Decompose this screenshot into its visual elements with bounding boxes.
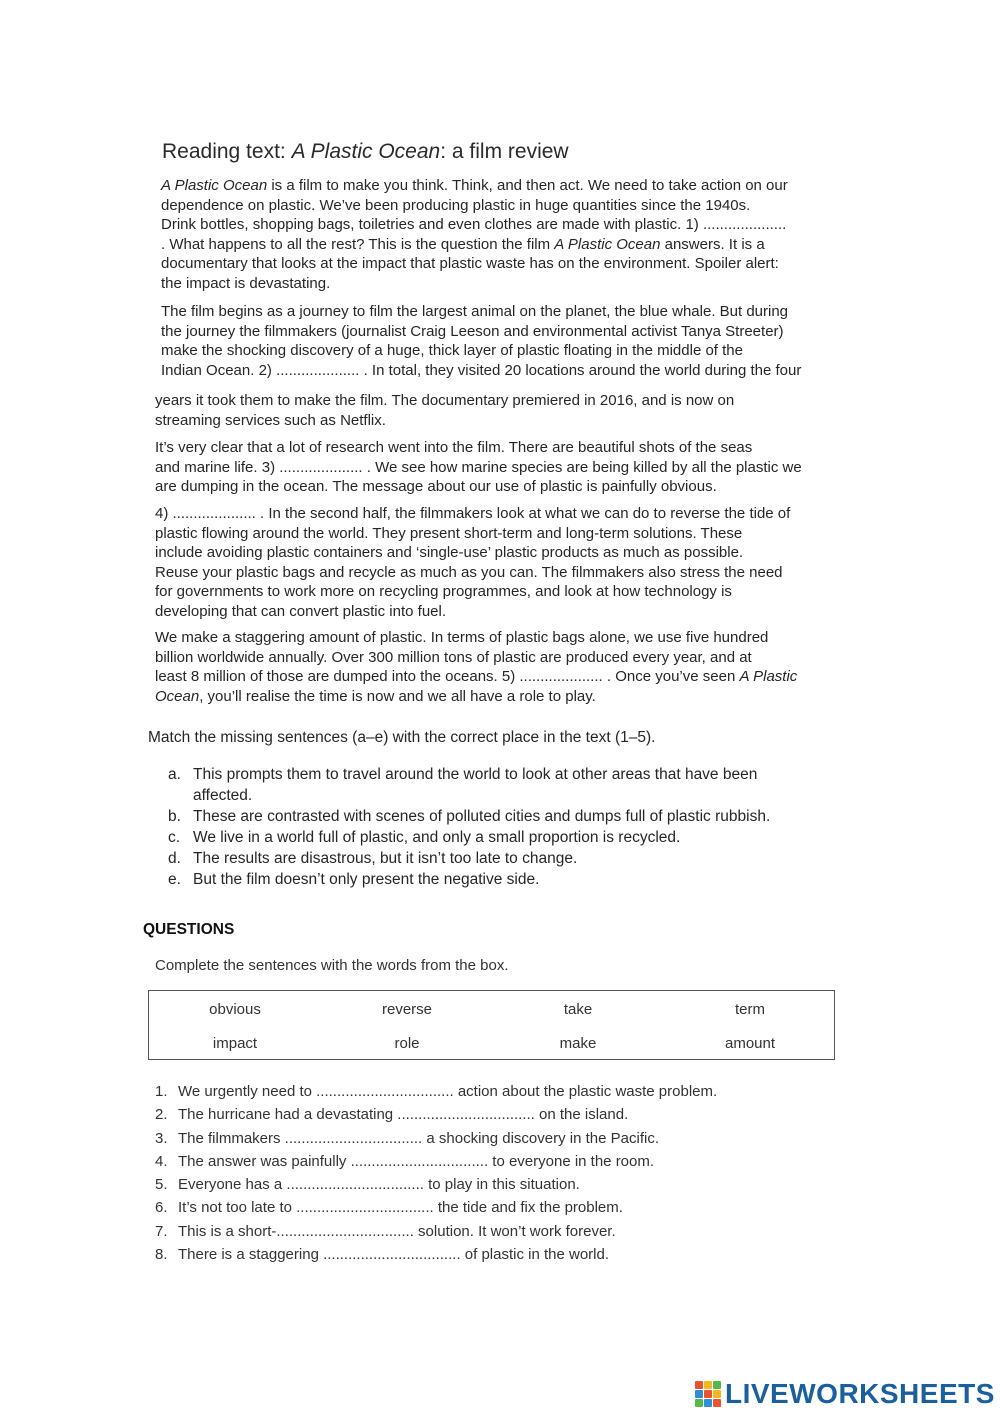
match-instruction: Match the missing sentences (a–e) with the correct place in the text (1–5). <box>148 729 656 746</box>
text-line: years it took them to make the film. The documentary premiered in 2016, and is now on <box>155 392 735 409</box>
title-film-name: A Plastic Ocean <box>291 140 441 163</box>
logo-block <box>713 1390 721 1398</box>
question-item: 5. Everyone has a ................................. to play in this situation. <box>155 1176 580 1194</box>
word-item: amount <box>724 1035 776 1052</box>
text-line: the impact is devastating. <box>161 274 331 292</box>
match-options <box>168 764 770 890</box>
logo-block <box>704 1381 712 1389</box>
questions-heading: QUESTIONS <box>143 921 235 938</box>
logo-text: LIVEWORKSHEETS <box>725 1378 995 1409</box>
option-item: a. This prompts them to travel around the world to look at other areas that have been <box>168 766 758 783</box>
text-line: The film begins as a journey to film the largest animal on the planet, the blue whale. But during <box>161 303 789 320</box>
question-list <box>155 1080 717 1266</box>
option-item: d. The results are disastrous, but it isn’t too late to change. <box>168 850 578 867</box>
question-item: 7. This is a short-................................. solution. It won’t work forever. <box>155 1222 616 1240</box>
text-line: the journey the filmmakers (journalist Craig Leeson and environmental activist Tanya Streeter) <box>161 322 784 340</box>
question-item: 4. The answer was painfully ................................. to everyone in the room. <box>155 1152 655 1170</box>
logo-blocks-icon <box>695 1379 723 1409</box>
logo-block <box>713 1399 721 1407</box>
text-line: make the shocking discovery of a huge, thick layer of plastic floating in the middle of the <box>161 342 743 359</box>
text-line: We make a staggering amount of plastic. In terms of plastic bags alone, we use five hundred <box>155 629 769 646</box>
word-item: make <box>559 1035 597 1052</box>
logo-block <box>713 1381 721 1389</box>
paragraph-2-continued <box>155 391 734 430</box>
text-line: are dumping in the ocean. The message about our use of plastic is painfully obvious. <box>155 478 717 495</box>
word-item: take <box>563 1001 593 1018</box>
text-line: 4) .................... . In the second half, the filmmakers look at what we can do to reverse the tide of <box>155 505 791 522</box>
text-line: dependence on plastic. We’ve been producing plastic in huge quantities since the 1940s. <box>161 196 751 214</box>
paragraph-4 <box>155 504 790 621</box>
word-item: role <box>394 1035 420 1052</box>
text-line: Ocean, you’ll realise the time is now and we all have a role to play. <box>155 687 596 705</box>
text-line: developing that can convert plastic into fuel. <box>155 602 447 620</box>
word-box <box>148 990 835 1060</box>
word-item: obvious <box>209 1001 261 1018</box>
text-line: A Plastic Ocean is a film to make you think. Think, and then act. We need to take action on our <box>161 177 788 194</box>
reading-title: Reading text: A Plastic Ocean: a film review <box>162 140 569 163</box>
question-item: 3. The filmmakers ................................. a shocking discovery in the Pacific. <box>155 1129 659 1147</box>
word-item: impact <box>212 1035 258 1052</box>
word-item: reverse <box>381 1001 433 1018</box>
option-item: b. These are contrasted with scenes of polluted cities and dumps full of plastic rubbish. <box>168 808 771 825</box>
word-item: term <box>735 1001 765 1018</box>
text-line: plastic flowing around the world. They present short-term and long-term solutions. These <box>155 524 743 542</box>
text-line: It’s very clear that a lot of research went into the film. There are beautiful shots of the seas <box>155 439 753 456</box>
questions-instruction: Complete the sentences with the words from the box. <box>155 957 509 974</box>
logo-block <box>704 1399 712 1407</box>
logo-block <box>695 1399 703 1407</box>
text-line: billion worldwide annually. Over 300 million tons of plastic are produced every year, and at <box>155 648 752 666</box>
text-line: and marine life. 3) .................... . We see how marine species are being killed by all the plastic we <box>155 458 802 476</box>
text-line: Reuse your plastic bags and recycle as much as you can. The filmmakers also stress the need <box>155 563 783 581</box>
question-item: 1. We urgently need to ................................. action about the plastic waste problem. <box>155 1083 718 1100</box>
question-item: 6. It’s not too late to ................................. the tide and fix the problem. <box>155 1199 623 1217</box>
option-item: affected. <box>193 787 253 804</box>
question-item: 2. The hurricane had a devastating ................................. on the island. <box>155 1106 629 1124</box>
text-line: for governments to work more on recycling programmes, and look at how technology is <box>155 583 732 600</box>
logo-block <box>695 1381 703 1389</box>
paragraph-2 <box>161 302 801 380</box>
question-item: 8. There is a staggering ................................. of plastic in the world. <box>155 1246 610 1264</box>
text-line: Drink bottles, shopping bags, toiletries and even clothes are made with plastic. 1) .................... <box>161 216 787 233</box>
paragraph-1 <box>161 176 788 293</box>
logo-block <box>695 1390 703 1398</box>
paragraph-3 <box>155 438 802 497</box>
text-line: streaming services such as Netflix. <box>155 411 386 429</box>
text-line: include avoiding plastic containers and ‘single-use’ plastic products as much as possible. <box>155 544 744 561</box>
text-line: Indian Ocean. 2) .................... . In total, they visited 20 locations around the world during the four <box>161 361 802 379</box>
text-line: least 8 million of those are dumped into the oceans. 5) .................... . Once you’ve seen A Plastic <box>155 668 798 685</box>
text-line: documentary that looks at the impact that plastic waste has on the environment. Spoiler alert: <box>161 255 779 272</box>
logo-block <box>704 1390 712 1398</box>
option-item: c. We live in a world full of plastic, and only a small proportion is recycled. <box>168 829 681 846</box>
liveworksheets-logo <box>695 1377 995 1411</box>
paragraph-5 <box>155 628 797 706</box>
option-item: e. But the film doesn’t only present the negative side. <box>168 871 540 888</box>
text-line: . What happens to all the rest? This is the question the film A Plastic Ocean answers. It is a <box>161 235 765 253</box>
